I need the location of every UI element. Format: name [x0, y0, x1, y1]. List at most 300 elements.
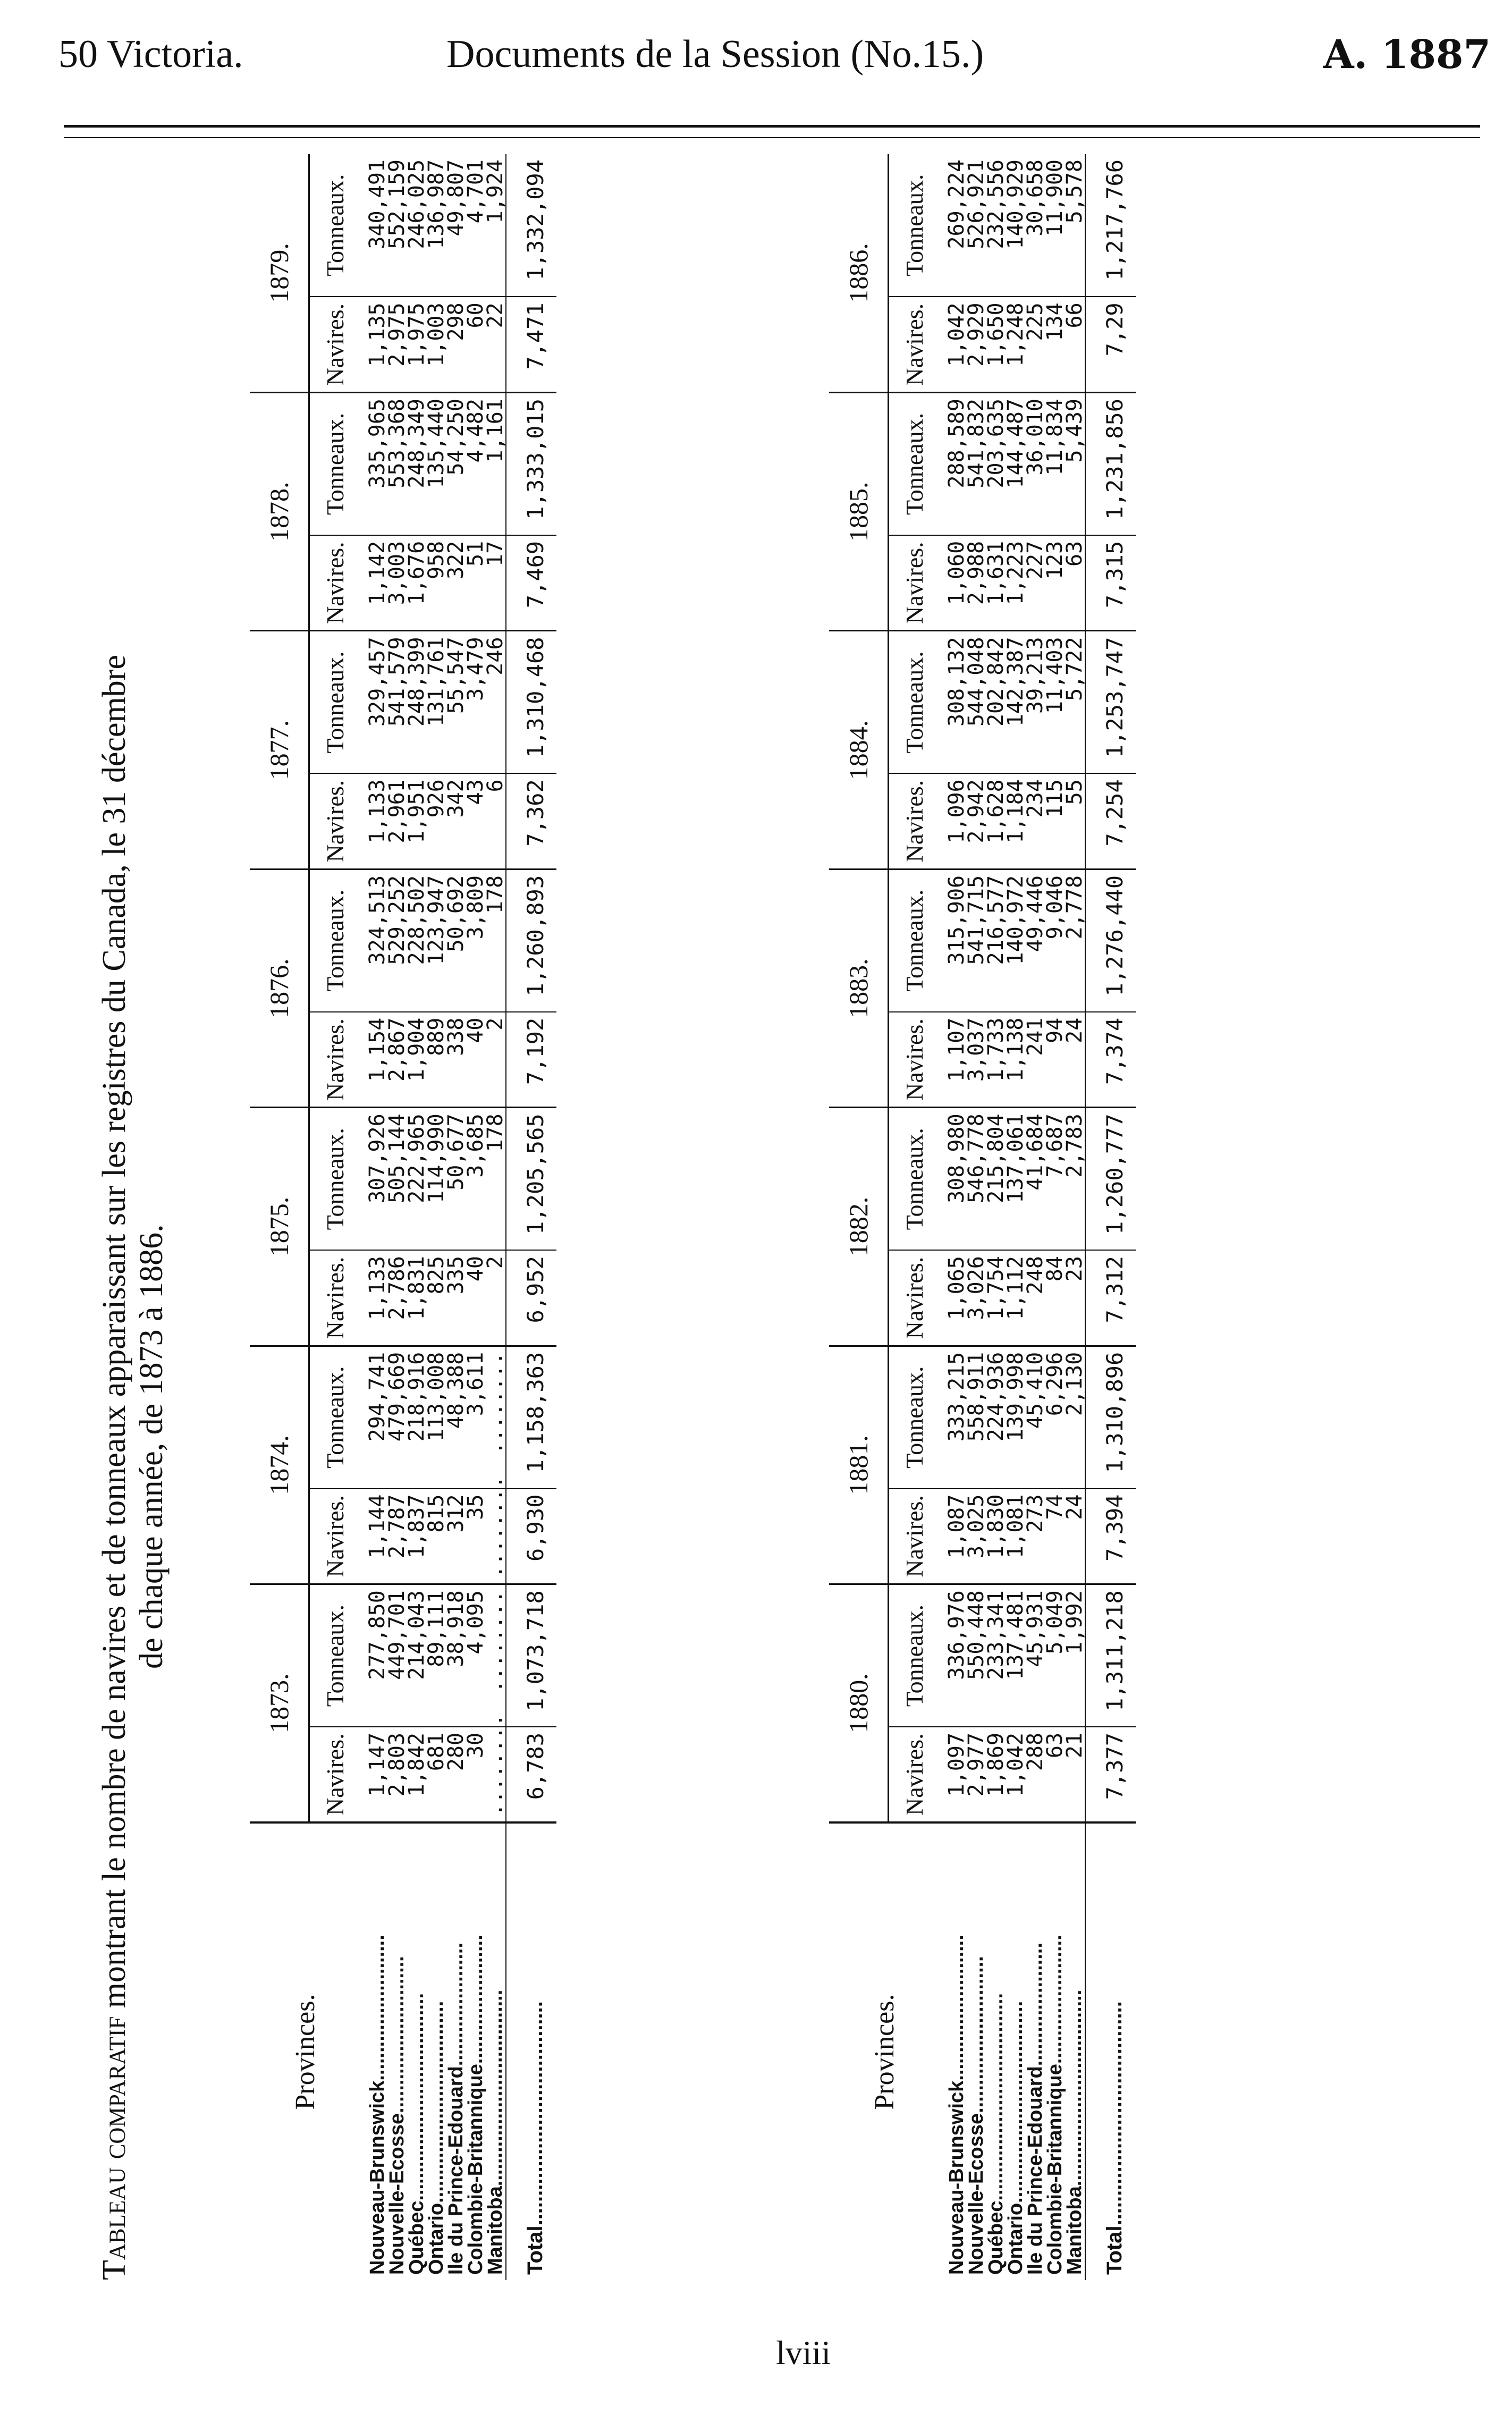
table-cell: 2,988: [964, 541, 989, 605]
table-cell: 5,049: [1043, 1590, 1067, 1655]
title-smallcaps: Tableau comparatif: [96, 2016, 132, 2280]
year-header: 1876.: [250, 869, 309, 1107]
tonneaux-header: Tonneaux.: [309, 869, 361, 1011]
table-cell: 3,685: [463, 1113, 488, 1178]
table-cell: 11,900: [1043, 159, 1067, 237]
province-name: Ontario....................................: [425, 2001, 447, 2275]
total-cell: 1,253,747: [1085, 631, 1136, 773]
total-cell: 1,158,363: [506, 1346, 556, 1488]
table-cell: ........: [483, 1590, 508, 1693]
table-cell: 3,025: [964, 1494, 989, 1558]
navires-header: Navires.: [889, 773, 940, 869]
table-cell: ........: [483, 1475, 508, 1579]
table-cell: 224,936: [984, 1352, 1008, 1442]
province-name: Nouvelle-Ecosse............................: [965, 1956, 987, 2275]
table-cell: 681: [424, 1732, 449, 1771]
table-cell: 50,692: [444, 875, 468, 952]
tonneaux-column: [940, 393, 1085, 535]
table-cell: 134: [1043, 302, 1067, 341]
table-cell: 45,931: [1023, 1590, 1048, 1667]
total-cell: 1,231,856: [1085, 393, 1136, 535]
table-cell: 1,904: [404, 1017, 429, 1082]
table-cell: 54,250: [444, 399, 468, 476]
table-cell: 48,388: [444, 1352, 468, 1429]
year-header: 1885.: [829, 393, 889, 631]
table-cell: 241: [1023, 1017, 1048, 1056]
navires-column: [360, 535, 506, 631]
table-cell: 227: [1023, 541, 1048, 580]
province-names: [360, 1822, 506, 2280]
year-header: 1884.: [829, 631, 889, 869]
tonneaux-header: Tonneaux.: [889, 869, 940, 1011]
table-cell: 544,048: [964, 637, 989, 727]
table-cell: 1,951: [404, 779, 429, 843]
tonneaux-header: Tonneaux.: [889, 1584, 940, 1727]
table-cell: 123: [1043, 541, 1067, 580]
table-cell: 1,147: [365, 1732, 390, 1797]
table-cell: 1,830: [984, 1494, 1008, 1558]
table-cell: 815: [424, 1494, 449, 1533]
table-cell: 66: [1062, 302, 1087, 328]
table-cell: 1,223: [1003, 541, 1028, 605]
table-cell: 553,368: [385, 399, 409, 488]
year-header: 1886.: [829, 154, 889, 393]
table-cell: 218,916: [404, 1352, 429, 1442]
table-cell: 24: [1062, 1494, 1087, 1520]
tonneaux-column: [940, 1346, 1085, 1488]
tonneaux-column: [360, 631, 506, 773]
table-cell: 4,482: [463, 399, 488, 463]
province-name: Nouveau-Brunswick..........................: [366, 1935, 388, 2275]
table-cell: 39,213: [1023, 637, 1048, 714]
total-cell: 6,783: [506, 1727, 556, 1822]
tonneaux-column: [940, 1584, 1085, 1727]
table-cell: 36,010: [1023, 399, 1048, 476]
province-name: Québec.....................................: [985, 1993, 1007, 2275]
tonneaux-column: [360, 1346, 506, 1488]
table-cell: 142,387: [1003, 637, 1028, 727]
total-cell: 1,310,468: [506, 631, 556, 773]
table-cell: 30,658: [1023, 159, 1048, 237]
table-cell: 338: [444, 1017, 468, 1056]
table-cell: 1,184: [1003, 779, 1028, 843]
navires-column: [360, 1714, 508, 1822]
table-cell: 113,008: [424, 1352, 449, 1442]
page-number: lviii: [776, 2334, 831, 2372]
table-title-line1: [96, 655, 133, 2280]
table-cell: 280: [444, 1732, 468, 1771]
table-cell: 1,631: [984, 541, 1008, 605]
table-cell: 63: [1062, 541, 1087, 567]
table-cell: 38,918: [444, 1590, 468, 1667]
table-cell: 225: [1023, 302, 1048, 341]
table-cell: 546,778: [964, 1113, 989, 1203]
table-cell: 552,159: [385, 159, 409, 249]
navires-column: [360, 1012, 506, 1108]
table-cell: 55: [1062, 779, 1087, 805]
total-cell: 1,311,218: [1085, 1584, 1136, 1727]
table-cell: 9,046: [1043, 875, 1067, 940]
navires-column: [360, 773, 506, 869]
total-cell: 7,362: [506, 773, 556, 869]
navires-column: [940, 1250, 1085, 1346]
table-cell: 312: [444, 1494, 468, 1533]
province-names: [940, 1822, 1085, 2280]
tonneaux-header: Tonneaux.: [309, 1584, 361, 1727]
table-cell: 45,410: [1023, 1352, 1048, 1429]
table-cell: 1,081: [1003, 1494, 1028, 1558]
table-cell: 11,834: [1043, 399, 1067, 476]
year-header: 1881.: [829, 1346, 889, 1584]
table-cell: 203,635: [984, 399, 1008, 488]
table-cell: 3,037: [964, 1017, 989, 1082]
total-cell: 1,260,777: [1085, 1108, 1136, 1250]
header-year-code: A. 1887: [1323, 32, 1491, 78]
navires-header: Navires.: [889, 1012, 940, 1108]
table-cell: 248,349: [404, 399, 429, 488]
total-cell: 7,471: [506, 297, 556, 392]
table-cell: 1,087: [944, 1494, 969, 1558]
tonneaux-header: Tonneaux.: [309, 1108, 361, 1250]
table-cell: 23: [1062, 1256, 1087, 1282]
table-cell: 336,976: [944, 1590, 969, 1680]
total-cell: 1,073,718: [506, 1584, 556, 1727]
table-cell: 1,097: [944, 1732, 969, 1797]
total-cell: 7,315: [1085, 535, 1136, 631]
table-cell: 2,975: [385, 302, 409, 367]
table-cell: 3,003: [385, 541, 409, 605]
table-cell: 63: [1043, 1732, 1067, 1759]
tonneaux-header: Tonneaux.: [889, 1346, 940, 1488]
table-cell: 2: [483, 1017, 508, 1031]
province-name: Ile du Prince-Edouard......................: [1024, 1943, 1046, 2275]
year-header: 1882.: [829, 1108, 889, 1346]
table-cell: 1,060: [944, 541, 969, 605]
table-cell: 1,142: [365, 541, 390, 605]
table-cell: 136,987: [424, 159, 449, 249]
table-cell: 234: [1023, 779, 1048, 818]
table-cell: 144,487: [1003, 399, 1028, 488]
table-cell: 277,850: [365, 1590, 390, 1680]
table-1880-1886: [829, 154, 1136, 2280]
table-cell: 449,701: [385, 1590, 409, 1680]
navires-header: Navires.: [309, 1250, 361, 1346]
tonneaux-header: Tonneaux.: [889, 1108, 940, 1250]
table-cell: 541,832: [964, 399, 989, 488]
header-document-title: Documents de la Session (No.15.): [446, 32, 984, 76]
table-cell: 215,804: [984, 1113, 1008, 1203]
rotated-table-region: [96, 133, 1493, 2280]
table-cell: 49,446: [1023, 875, 1048, 952]
total-cell: 1,217,766: [1085, 154, 1136, 297]
year-header: 1878.: [250, 393, 309, 631]
province-name: Ontario....................................: [1004, 2001, 1027, 2275]
navires-header: Navires.: [309, 535, 361, 631]
table-cell: 233,341: [984, 1590, 1008, 1680]
table-cell: 3,611: [463, 1352, 488, 1416]
table-cell: 1,676: [404, 541, 429, 605]
table-cell: 1,042: [1003, 1732, 1028, 1797]
total-cell: 7,394: [1085, 1489, 1136, 1584]
table-cell: 246: [483, 637, 508, 676]
total-cell: 7,254: [1085, 773, 1136, 869]
navires-header: Navires.: [889, 1727, 940, 1822]
table-cell: 308,132: [944, 637, 969, 727]
table-cell: 1,628: [984, 779, 1008, 843]
table-cell: 1,135: [365, 302, 390, 367]
table-cell: 307,926: [365, 1113, 390, 1203]
table-cell: 541,715: [964, 875, 989, 965]
table-cell: 294,741: [365, 1352, 390, 1442]
table-cell: 135,440: [424, 399, 449, 488]
table-cell: 1,650: [984, 302, 1008, 367]
table-cell: 308,980: [944, 1113, 969, 1203]
table-cell: 248,399: [404, 637, 429, 727]
header-rule: [64, 125, 1480, 128]
table-cell: 3,026: [964, 1256, 989, 1320]
table-cell: 2: [483, 1256, 508, 1269]
total-cell: 7,469: [506, 535, 556, 631]
table-cell: 2,787: [385, 1494, 409, 1558]
table-cell: 342: [444, 779, 468, 818]
tonneaux-column: [360, 1584, 506, 1727]
table-cell: 2,778: [1062, 875, 1087, 940]
title-rest: montrant le nombre de navires et de tonneaux apparaissant sur les registres du Canada, le 31 décembre: [96, 655, 132, 2016]
table-cell: 315,906: [944, 875, 969, 965]
table-cell: 1,161: [483, 399, 508, 463]
table-cell: 139,998: [1003, 1352, 1028, 1442]
table-cell: 40: [463, 1017, 488, 1043]
table-cell: 1,992: [1062, 1590, 1087, 1655]
total-label: Total......................................: [1085, 1822, 1136, 2280]
table-cell: 335,965: [365, 399, 390, 488]
tonneaux-column: [940, 869, 1085, 1011]
table-cell: 202,842: [984, 637, 1008, 727]
table-cell: 248: [1023, 1256, 1048, 1295]
table-cell: 43: [463, 779, 488, 805]
table-cell: 7,687: [1043, 1113, 1067, 1178]
table-cell: 30: [463, 1732, 488, 1759]
table-cell: 49,807: [444, 159, 468, 237]
table-cell: 11,403: [1043, 637, 1067, 714]
total-cell: 7,192: [506, 1012, 556, 1108]
total-cell: 1,333,015: [506, 393, 556, 535]
navires-column: [360, 1475, 508, 1584]
table-cell: 335: [444, 1256, 468, 1295]
tonneaux-header: Tonneaux.: [309, 631, 361, 773]
table-cell: 505,144: [385, 1113, 409, 1203]
year-header: 1875.: [250, 1108, 309, 1346]
table-cell: 24: [1062, 1017, 1087, 1043]
provinces-header: Provinces.: [829, 1822, 940, 2280]
header-session-left: 50 Victoria.: [58, 32, 243, 76]
table-cell: 123,947: [424, 875, 449, 965]
table-cell: 228,502: [404, 875, 429, 965]
navires-column: [940, 1727, 1085, 1822]
table-cell: 1,138: [1003, 1017, 1028, 1082]
table-cell: 2,786: [385, 1256, 409, 1320]
navires-header: Navires.: [889, 1250, 940, 1346]
table-cell: 558,911: [964, 1352, 989, 1442]
year-header: 1879.: [250, 154, 309, 393]
tonneaux-column: [360, 1108, 506, 1250]
table-cell: 550,448: [964, 1590, 989, 1680]
total-cell: 6,930: [506, 1489, 556, 1584]
navires-header: Navires.: [309, 297, 361, 392]
table-cell: 322: [444, 541, 468, 580]
table-cell: 5,439: [1062, 399, 1087, 463]
table-cell: 115: [1043, 779, 1067, 818]
table-cell: 479,669: [385, 1352, 409, 1442]
navires-header: Navires.: [309, 1727, 361, 1822]
table-cell: 1,112: [1003, 1256, 1028, 1320]
table-cell: 114,990: [424, 1113, 449, 1203]
tonneaux-column: [940, 631, 1085, 773]
table-cell: 1,754: [984, 1256, 1008, 1320]
table-cell: 273: [1023, 1494, 1048, 1533]
table-cell: 216,577: [984, 875, 1008, 965]
tonneaux-header: Tonneaux.: [309, 393, 361, 535]
table-cell: 214,043: [404, 1590, 429, 1680]
table-cell: 340,491: [365, 159, 390, 249]
table-cell: 131,761: [424, 637, 449, 727]
table-cell: 4,701: [463, 159, 488, 224]
table-cell: 40: [463, 1256, 488, 1282]
table-cell: ........: [483, 1714, 508, 1817]
table-cell: 137,061: [1003, 1113, 1028, 1203]
province-name: Ile du Prince-Edouard......................: [445, 1943, 467, 2275]
navires-column: [360, 297, 506, 392]
tonneaux-header: Tonneaux.: [889, 631, 940, 773]
total-cell: 1,205,565: [506, 1108, 556, 1250]
table-cell: 269,224: [944, 159, 969, 249]
table-cell: 1,133: [365, 779, 390, 843]
table-cell: 137,481: [1003, 1590, 1028, 1680]
table-cell: 2,942: [964, 779, 989, 843]
table-cell: 1,065: [944, 1256, 969, 1320]
navires-header: Navires.: [889, 535, 940, 631]
province-name: Nouveau-Brunswick..........................: [945, 1935, 968, 2275]
tonneaux-header: Tonneaux.: [309, 1346, 361, 1488]
table-cell: 541,579: [385, 637, 409, 727]
table-cell: ........: [483, 1352, 508, 1455]
table-cell: 288: [1023, 1732, 1048, 1771]
tonneaux-header: Tonneaux.: [309, 154, 361, 297]
table-cell: 1,869: [984, 1732, 1008, 1797]
tonneaux-column: [360, 393, 506, 535]
total-cell: 7,377: [1085, 1727, 1136, 1822]
year-header: 1877.: [250, 631, 309, 869]
table-cell: 1,133: [365, 1256, 390, 1320]
table-cell: 958: [424, 541, 449, 580]
table-cell: 178: [483, 875, 508, 914]
year-header: 1883.: [829, 869, 889, 1107]
table-cell: 3,479: [463, 637, 488, 701]
table-cell: 1,975: [404, 302, 429, 367]
table-cell: 329,457: [365, 637, 390, 727]
table-cell: 140,929: [1003, 159, 1028, 249]
tonneaux-column: [940, 154, 1085, 297]
navires-header: Navires.: [889, 1489, 940, 1584]
table-cell: 74: [1043, 1494, 1067, 1520]
year-header: 1880.: [829, 1584, 889, 1822]
table-cell: 246,025: [404, 159, 429, 249]
table-cell: 526,921: [964, 159, 989, 249]
year-header: 1874.: [250, 1346, 309, 1584]
table-cell: 1,842: [404, 1732, 429, 1797]
table-1873-1879: [250, 154, 556, 2280]
navires-column: [940, 1012, 1085, 1108]
table-cell: 55,547: [444, 637, 468, 714]
table-cell: 926: [424, 779, 449, 818]
table-cell: 2,803: [385, 1732, 409, 1797]
navires-column: [940, 1489, 1085, 1584]
table-cell: 51: [463, 541, 488, 567]
table-cell: 1,248: [1003, 302, 1028, 367]
table-cell: 2,977: [964, 1732, 989, 1797]
tonneaux-header: Tonneaux.: [889, 393, 940, 535]
province-name: Manitoba...................................: [1063, 1989, 1086, 2275]
table-cell: 5,578: [1062, 159, 1087, 224]
navires-column: [940, 535, 1085, 631]
table-cell: 1,107: [944, 1017, 969, 1082]
table-cell: 825: [424, 1256, 449, 1295]
total-cell: 1,276,440: [1085, 869, 1136, 1011]
table-cell: 298: [444, 302, 468, 341]
table-cell: 5,722: [1062, 637, 1087, 701]
total-cell: 1,332,094: [506, 154, 556, 297]
table-cell: 1,144: [365, 1494, 390, 1558]
total-cell: 6,952: [506, 1250, 556, 1346]
table-cell: 21: [1062, 1732, 1087, 1759]
province-name: Manitoba...................................: [484, 1989, 506, 2275]
table-cell: 333,215: [944, 1352, 969, 1442]
table-cell: 889: [424, 1017, 449, 1056]
table-cell: 1,837: [404, 1494, 429, 1558]
total-cell: 1,260,893: [506, 869, 556, 1011]
table-cell: 4,095: [463, 1590, 488, 1655]
table-cell: 1,003: [424, 302, 449, 367]
tonneaux-header: Tonneaux.: [889, 154, 940, 297]
total-label: Total......................................: [506, 1822, 556, 2280]
table-cell: 2,929: [964, 302, 989, 367]
total-cell: 7,374: [1085, 1012, 1136, 1108]
table-cell: 140,972: [1003, 875, 1028, 965]
navires-column: [940, 773, 1085, 869]
province-name: Colombie-Britannique.......................: [1044, 1935, 1066, 2275]
table-cell: 17: [483, 541, 508, 567]
tonneaux-column: [360, 154, 506, 297]
table-cell: 94: [1043, 1017, 1067, 1043]
provinces-header: Provinces.: [250, 1822, 360, 2280]
total-cell: 7,29: [1085, 297, 1136, 392]
year-header: 1873.: [250, 1584, 309, 1822]
table-cell: 22: [483, 302, 508, 328]
navires-header: Navires.: [309, 1012, 361, 1108]
navires-header: Navires.: [889, 297, 940, 392]
total-cell: 1,310,896: [1085, 1346, 1136, 1488]
tonneaux-column: [940, 1108, 1085, 1250]
table-title-line2: de chaque année, de 1873 à 1886.: [133, 1224, 170, 1669]
table-cell: 2,867: [385, 1017, 409, 1082]
table-cell: 60: [463, 302, 488, 328]
table-cell: 178: [483, 1113, 508, 1152]
navires-header: Navires.: [309, 773, 361, 869]
table-cell: 50,677: [444, 1113, 468, 1191]
province-name: Colombie-Britannique.......................: [464, 1935, 487, 2275]
table-cell: 41,684: [1023, 1113, 1048, 1191]
table-cell: 1,042: [944, 302, 969, 367]
